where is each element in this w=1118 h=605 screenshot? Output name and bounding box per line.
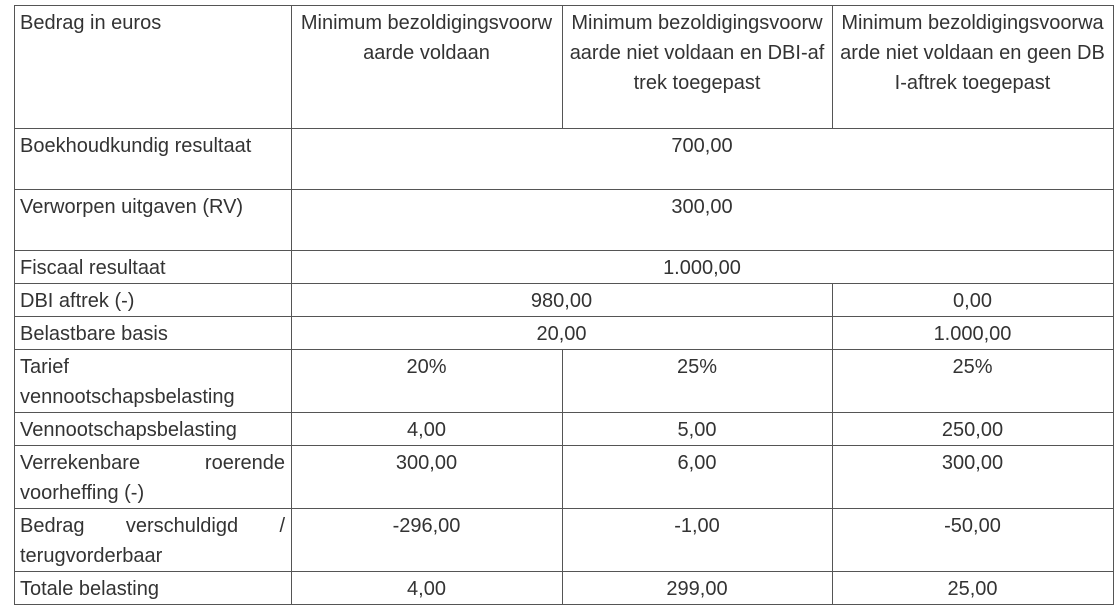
table-row [15, 446, 1114, 509]
table-row [15, 317, 1114, 350]
table-row [15, 284, 1114, 317]
row-value-1: 300,00 [292, 446, 563, 509]
row-label: Vennootschapsbelasting [15, 413, 292, 446]
row-value-3: 300,00 [833, 446, 1114, 509]
row-label: Boekhoudkundig resultaat [15, 129, 292, 190]
table-row [15, 350, 1114, 413]
row-value-3: -50,00 [833, 509, 1114, 572]
table-row [15, 190, 1114, 251]
row-value: 700,00 [292, 129, 1114, 190]
row-label: Tarief vennootschapsbelasting [15, 350, 292, 413]
table-row [15, 572, 1114, 605]
row-value-3: 250,00 [833, 413, 1114, 446]
row-value-2: 5,00 [563, 413, 833, 446]
row-value-3: 25% [833, 350, 1114, 413]
row-value: 1.000,00 [292, 251, 1114, 284]
row-value-1: -296,00 [292, 509, 563, 572]
table-row [15, 251, 1114, 284]
row-value-3: 0,00 [833, 284, 1114, 317]
row-value-2: 25% [563, 350, 833, 413]
header-amount-label: Bedrag in euros [15, 6, 292, 129]
row-label: DBI aftrek (-) [15, 284, 292, 317]
table-row [15, 129, 1114, 190]
table-row [15, 509, 1114, 572]
row-value-1: 20% [292, 350, 563, 413]
header-row [15, 6, 1114, 129]
table-row [15, 413, 1114, 446]
row-label: Totale belasting [15, 572, 292, 605]
row-label: Bedrag verschuldigd / terugvorderbaar [15, 509, 292, 572]
row-value-2: -1,00 [563, 509, 833, 572]
row-label: Verworpen uitgaven (RV) [15, 190, 292, 251]
tax-comparison-table [14, 5, 1114, 605]
header-scenario-2: Minimum bezoldigingsvoorwaarde niet voldaan en DBI-aftrek toegepast [563, 6, 833, 129]
row-value-1: 4,00 [292, 413, 563, 446]
row-label: Belastbare basis [15, 317, 292, 350]
header-scenario-1: Minimum bezoldigingsvoorwaarde voldaan [292, 6, 563, 129]
row-value-3: 1.000,00 [833, 317, 1114, 350]
row-value-2: 6,00 [563, 446, 833, 509]
row-value-merged: 20,00 [292, 317, 833, 350]
row-label: Verrekenbare roerende voorheffing (-) [15, 446, 292, 509]
row-value-3: 25,00 [833, 572, 1114, 605]
header-scenario-3: Minimum bezoldigingsvoorwaarde niet voldaan en geen DBI-aftrek toegepast [833, 6, 1114, 129]
row-value-1: 4,00 [292, 572, 563, 605]
row-value-merged: 980,00 [292, 284, 833, 317]
row-label: Fiscaal resultaat [15, 251, 292, 284]
row-value: 300,00 [292, 190, 1114, 251]
row-value-2: 299,00 [563, 572, 833, 605]
